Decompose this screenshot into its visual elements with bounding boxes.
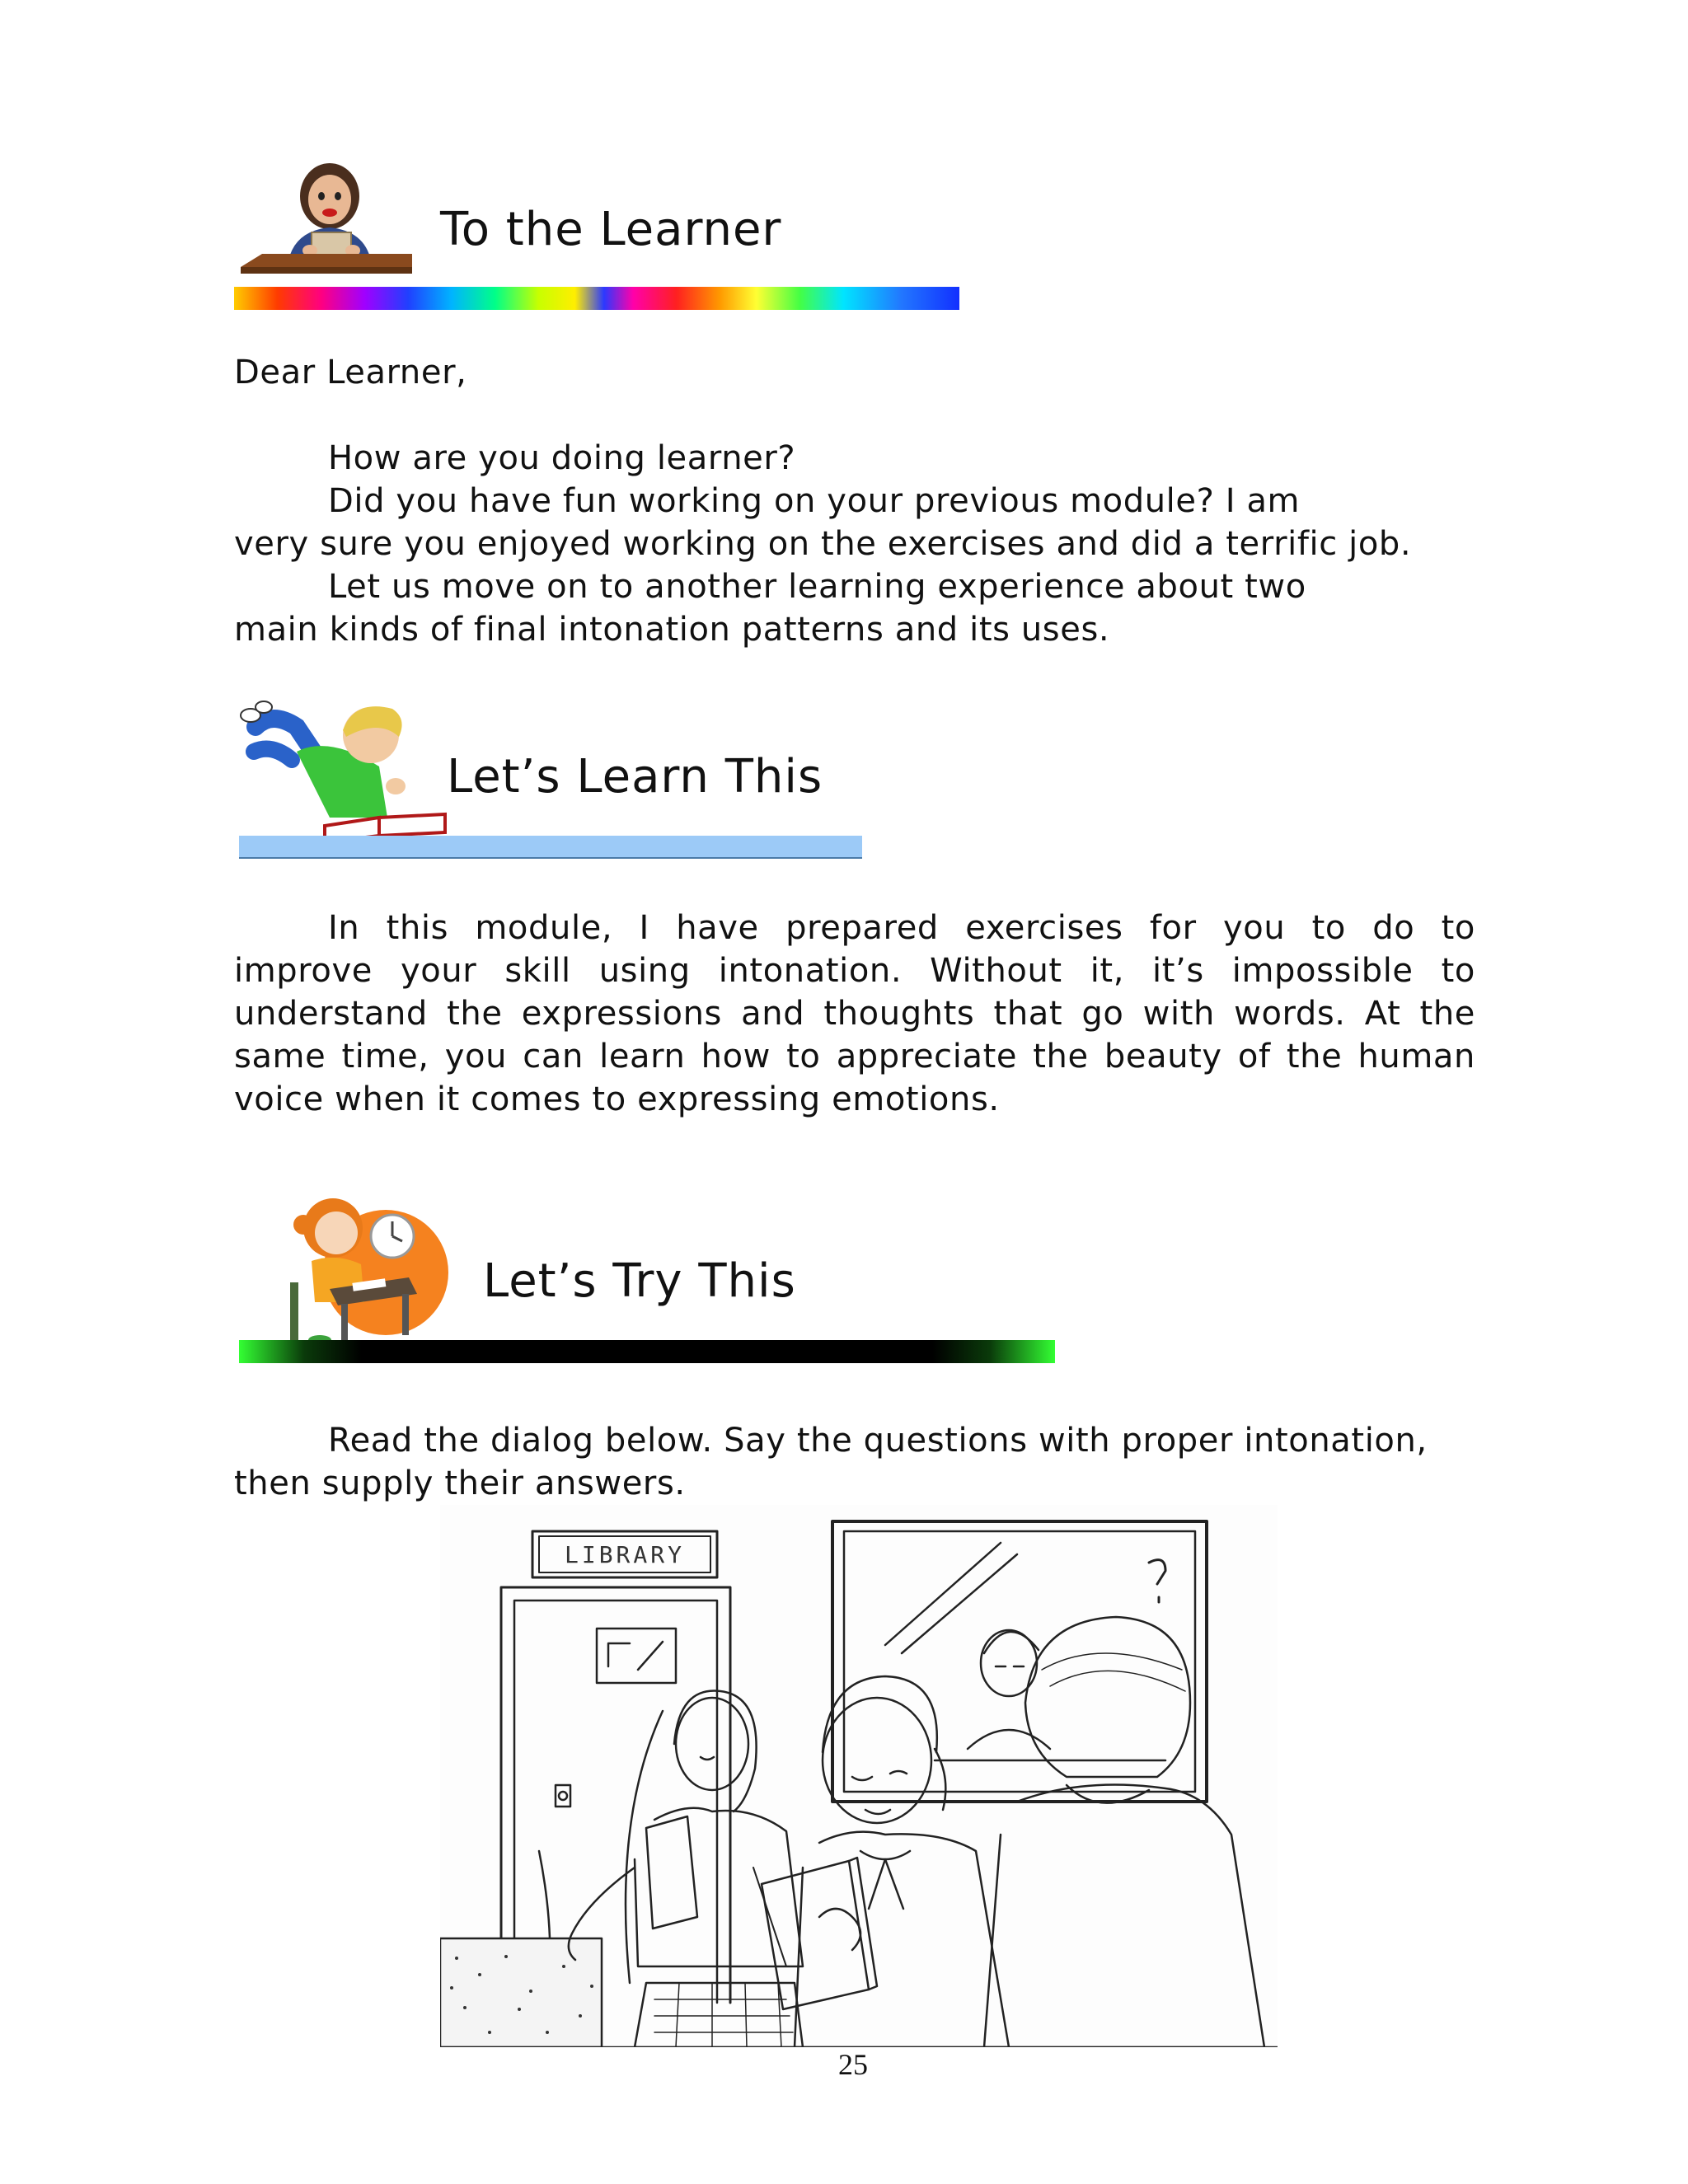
letter-body bbox=[234, 351, 1411, 651]
section-title-lets-learn-this: Let’s Learn This bbox=[447, 750, 823, 804]
green-divider-bar bbox=[239, 1340, 1055, 1363]
library-sketch-illustration bbox=[440, 1505, 1278, 2047]
paragraph-line: improve your skill using intonation. Without it, it’s impossible to bbox=[234, 952, 1475, 990]
rainbow-divider-bar bbox=[234, 287, 959, 310]
paragraph-line: In this module, I have prepared exercises for you to do to bbox=[328, 909, 1475, 947]
girl-at-school-desk-icon bbox=[279, 1187, 448, 1348]
letter-line: Did you have fun working on your previous module? I am bbox=[328, 482, 1301, 520]
learn-paragraph bbox=[234, 907, 1475, 1121]
paragraph-line: same time, you can learn how to appreciate the beauty of the human bbox=[234, 1038, 1475, 1076]
paragraph-line: then supply their answers. bbox=[234, 1465, 686, 1502]
try-paragraph bbox=[234, 1419, 1475, 1505]
letter-line: main kinds of final intonation patterns and its uses. bbox=[234, 611, 1110, 649]
paragraph-line: voice when it comes to expressing emotions. bbox=[234, 1080, 1000, 1118]
paragraph-line: Read the dialog below. Say the questions with proper intonation, bbox=[328, 1422, 1428, 1460]
letter-line: How are you doing learner? bbox=[328, 439, 796, 477]
library-sign-text: LIBRARY bbox=[564, 1541, 686, 1568]
page-number: 25 bbox=[838, 2048, 868, 2081]
blue-divider-bar bbox=[239, 836, 862, 859]
section-title-to-the-learner: To the Learner bbox=[440, 203, 782, 256]
letter-line: very sure you enjoyed working on the exercises and did a terrific job. bbox=[234, 525, 1412, 563]
boy-reading-book-icon bbox=[239, 694, 462, 854]
section-title-lets-try-this: Let’s Try This bbox=[483, 1254, 796, 1308]
paragraph-line: understand the expressions and thoughts that go with words. At the bbox=[234, 995, 1475, 1033]
teacher-at-desk-icon bbox=[237, 162, 415, 277]
letter-line: Let us move on to another learning experience about two bbox=[328, 568, 1306, 606]
letter-greeting: Dear Learner, bbox=[234, 354, 467, 391]
